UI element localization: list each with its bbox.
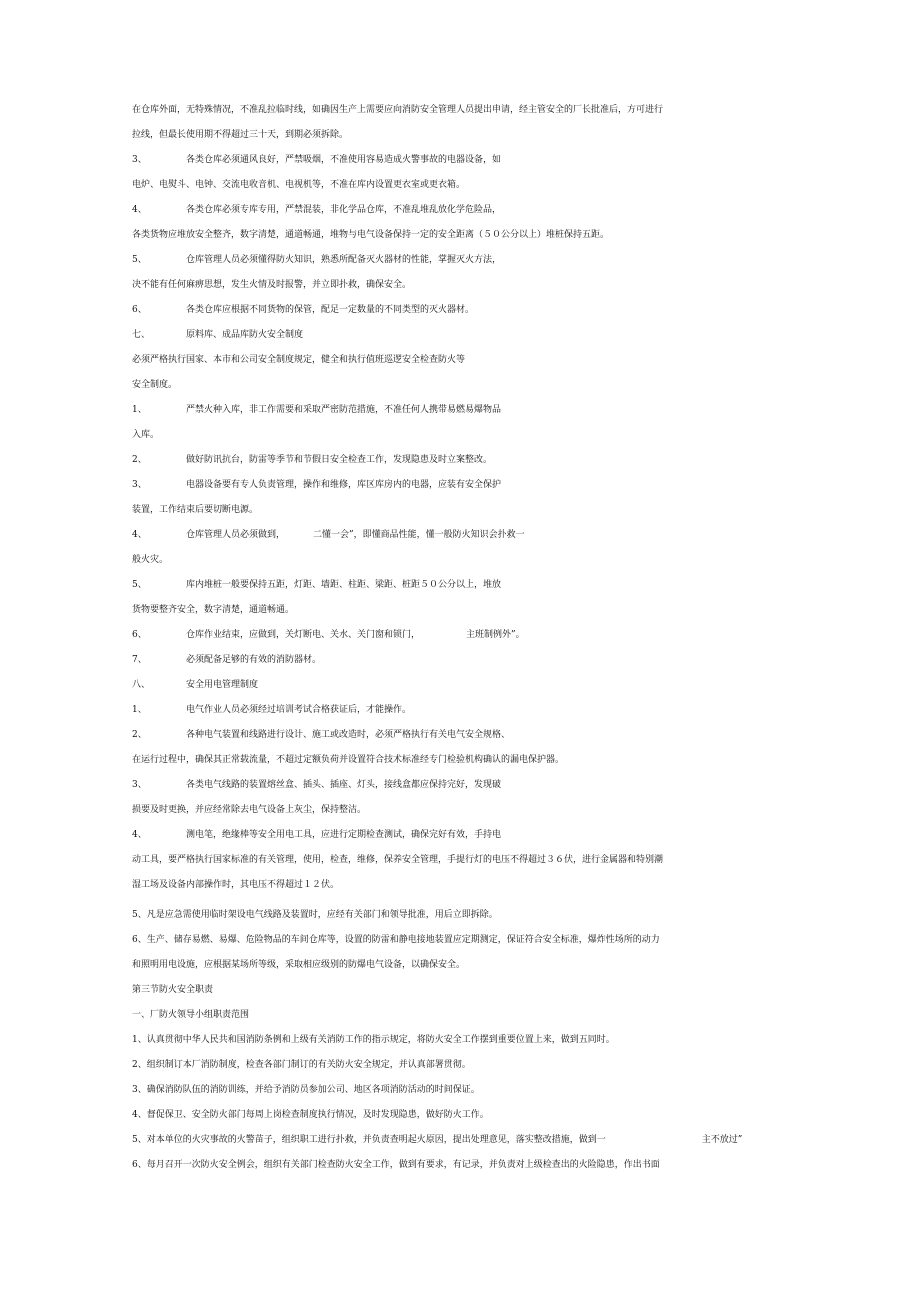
text-line [132,279,411,291]
item-number: 八、 [132,680,151,690]
text-line [132,304,474,316]
line-text: 必须配备足够的有效的消防器材。 [186,655,322,665]
item-number: 2、 [132,455,147,465]
line-text: 动工具，要严格执行国家标准的有关管理，使用，检查，维修，保养安全管理，手提行灯的电压不得超过３６伏，进行金属器和特别潮 [132,855,664,865]
line-text-continued: 二懂一会”，即懂商品性能，懂一般防火知识会扑救一 [313,530,525,540]
line-text-continued: 主不放过” [701,1135,743,1145]
text-line [132,1159,660,1171]
line-text: 做好防讯抗台，防雷等季节和节假日安全检查工作，发现隐患及时立案整改。 [186,455,493,465]
item-number: 七、 [132,330,151,340]
line-text: 库内堆桩一般要保持五距，灯距、墙距、柱距、梁距、桩距５０公分以上，堆放 [186,580,502,590]
item-number: 1、 [132,705,147,715]
line-text: 装置，工作结束后要切断电源。 [132,505,259,515]
text-line [132,1059,471,1071]
text-line [132,329,303,341]
text-line [132,504,258,516]
line-text: 安全制度。 [132,380,178,390]
text-line [132,554,168,566]
line-text: 各类货物应堆放安全整齐，数字清楚，通道畅通，堆物与电气设备保持一定的安全距离（５０公分以上）堆桩保持五距。 [132,230,610,240]
text-line [132,129,348,141]
line-text: 4、督促保卫、安全防火部门每周上岗检查制度执行情况，及时发现隐患，做好防火工作。 [132,1110,489,1120]
text-line [132,804,366,816]
text-line [132,229,609,241]
text-line [132,529,525,541]
text-line [132,959,465,971]
line-text: 原料库、成品库防火安全制度 [186,330,304,340]
line-text: 决不能有任何麻痹思想，发生火情及时报警，并立即扑救，确保安全。 [132,280,412,290]
line-text: 5、对本单位的火灾事故的火警苗子，组织职工进行扑救，并负责查明起火原因，提出处理意见，落实整改措施，做到一 [132,1135,606,1145]
text-line [132,909,498,921]
line-text: 6、每月召开一次防火安全例会，组织有关部门检查防火安全工作，做到有要求，有记录，并负责对上级检查出的火险隐患，作出书面 [132,1160,660,1170]
line-text: 在运行过程中，确保其正常载流量，不超过定额负荷并设置符合技术标准经专门检验机构确认的漏电保护器。 [132,755,565,765]
text-line [132,454,492,466]
line-text: 一、厂防火领导小组职责范围 [132,1010,250,1020]
line-text: 损要及时更换，并应经常除去电气设备上灰尘，保持整洁。 [132,805,367,815]
item-number: 4、 [132,830,147,840]
line-text: 在仓库外面，无特殊情况，不准乱拉临时线，如确因生产上需要应向消防安全管理人员提出申请，经主管安全的厂长批准后，方可进行 [132,105,664,115]
line-text: 拉线，但最长使用期不得超过三十天，到期必须拆除。 [132,130,349,140]
line-text: 和照明用电设施，应根据某场所等级，采取相应级别的防爆电气设备，以确保安全。 [132,960,466,970]
line-text: 电气作业人员必须经过培训考试合格获证后，才能操作。 [186,705,412,715]
text-line [132,479,501,491]
item-number: 3、 [132,155,147,165]
line-text: 各类仓库必须通风良好，严禁吸烟，不准使用容易造成火警事故的电器设备，如 [186,155,502,165]
line-text: 各类仓库应根据不同货物的保管，配足一定数量的不同类型的灭火器材。 [186,305,475,315]
text-line [132,934,660,946]
text-line [132,579,501,591]
item-number: 7、 [132,655,147,665]
text-line [132,404,501,416]
line-text: 各类电气线路的装置熔丝盒、插头、插座、灯头，接线盒都应保持完好，发现破 [186,780,502,790]
line-text: 湿工场及设备内部操作时，其电压不得超过１２伏。 [132,880,340,890]
line-text: 第三节防火安全职责 [132,985,214,995]
text-line [132,1134,742,1146]
item-number: 6、 [132,305,147,315]
item-number: 5、 [132,255,147,265]
text-line [132,1109,489,1121]
text-line [132,879,339,891]
text-line [132,1034,615,1046]
line-text: 电器设备要有专人负责管理，操作和维修，库区库房内的电器，应装有安全保护 [186,480,502,490]
text-line [132,354,465,366]
line-text: 入库。 [132,430,160,440]
text-line [132,154,501,166]
text-line [132,779,501,791]
line-text: 电炉、电熨斗、电钟、交流电收音机、电视机等，不准在库内设置更衣室或更衣箱。 [132,180,466,190]
line-text: 仓库管理人员必须懂得防火知识，熟悉所配备灭火器材的性能，掌握灭火方法， [186,255,502,265]
line-text: 安全用电管理制度 [186,680,259,690]
text-line [132,854,663,866]
text-line [132,104,663,116]
line-text: 仓库作业结束，应做到，关灯断电、关水、关门窗和锁门， [186,630,421,640]
line-text: 6、生产、储存易燃、易爆、危险物品的车间仓库等，设置的防雷和静电接地装置应定期测定，保证符合安全标准，爆炸性场所的动力 [132,935,660,945]
item-number: 3、 [132,780,147,790]
text-line [132,179,465,191]
text-line [132,704,411,716]
item-number: 5、 [132,580,147,590]
line-text: 各类仓库必须专库专用，严禁混装，非化学品仓库，不准乱堆乱放化学危险品， [186,205,502,215]
line-text: 必须严格执行国家、本市和公司安全制度规定，健全和执行值班巡逻安全检查防火等 [132,355,466,365]
text-line [132,829,501,841]
line-text: 2、组织制订本厂消防制度，检查各部门制订的有关防火安全规定，并认真部署贯彻。 [132,1060,471,1070]
line-text: 3、确保消防队伍的消防训练，并给予消防员参加公司、地区各项消防活动的时间保证。 [132,1085,480,1095]
text-line [132,604,294,616]
text-line [132,754,564,766]
text-line [132,629,525,641]
item-number: 4、 [132,530,147,540]
line-text: 货物要整齐安全，数字清楚，通道畅通。 [132,605,295,615]
line-text: 般火灾。 [132,555,169,565]
line-text: 严禁火种入库，非工作需要和采取严密防范措施，不准任何人携带易燃易爆物品 [186,405,502,415]
line-text: 各种电气装置和线路进行设计、施工或改造时，必须严格执行有关电气安全规格、 [186,730,511,740]
text-line [132,1009,249,1021]
item-number: 2、 [132,730,147,740]
line-text-continued: 主班制例外”。 [466,630,525,640]
item-number: 4、 [132,205,147,215]
line-text: 5、凡是应急需使用临时架设电气线路及装置时，应经有关部门和领导批准，用后立即拆除。 [132,910,498,920]
line-text: 测电笔，绝缘棒等安全用电工具，应进行定期检查测试，确保完好有效，手持电 [186,830,502,840]
line-text: 1、认真贯彻中华人民共和国消防条例和上级有关消防工作的指示规定，将防火安全工作摆到重要位置上来，做到五同时。 [132,1035,615,1045]
text-line [132,654,321,666]
text-line [132,729,510,741]
item-number: 3、 [132,480,147,490]
text-line [132,379,177,391]
item-number: 6、 [132,630,147,640]
text-line [132,1084,480,1096]
text-line [132,204,501,216]
text-line [132,429,159,441]
text-line [132,679,258,691]
line-text: 仓库管理人员必须做到， [186,530,286,540]
text-line [132,254,501,266]
text-line [132,984,213,996]
item-number: 1、 [132,405,147,415]
